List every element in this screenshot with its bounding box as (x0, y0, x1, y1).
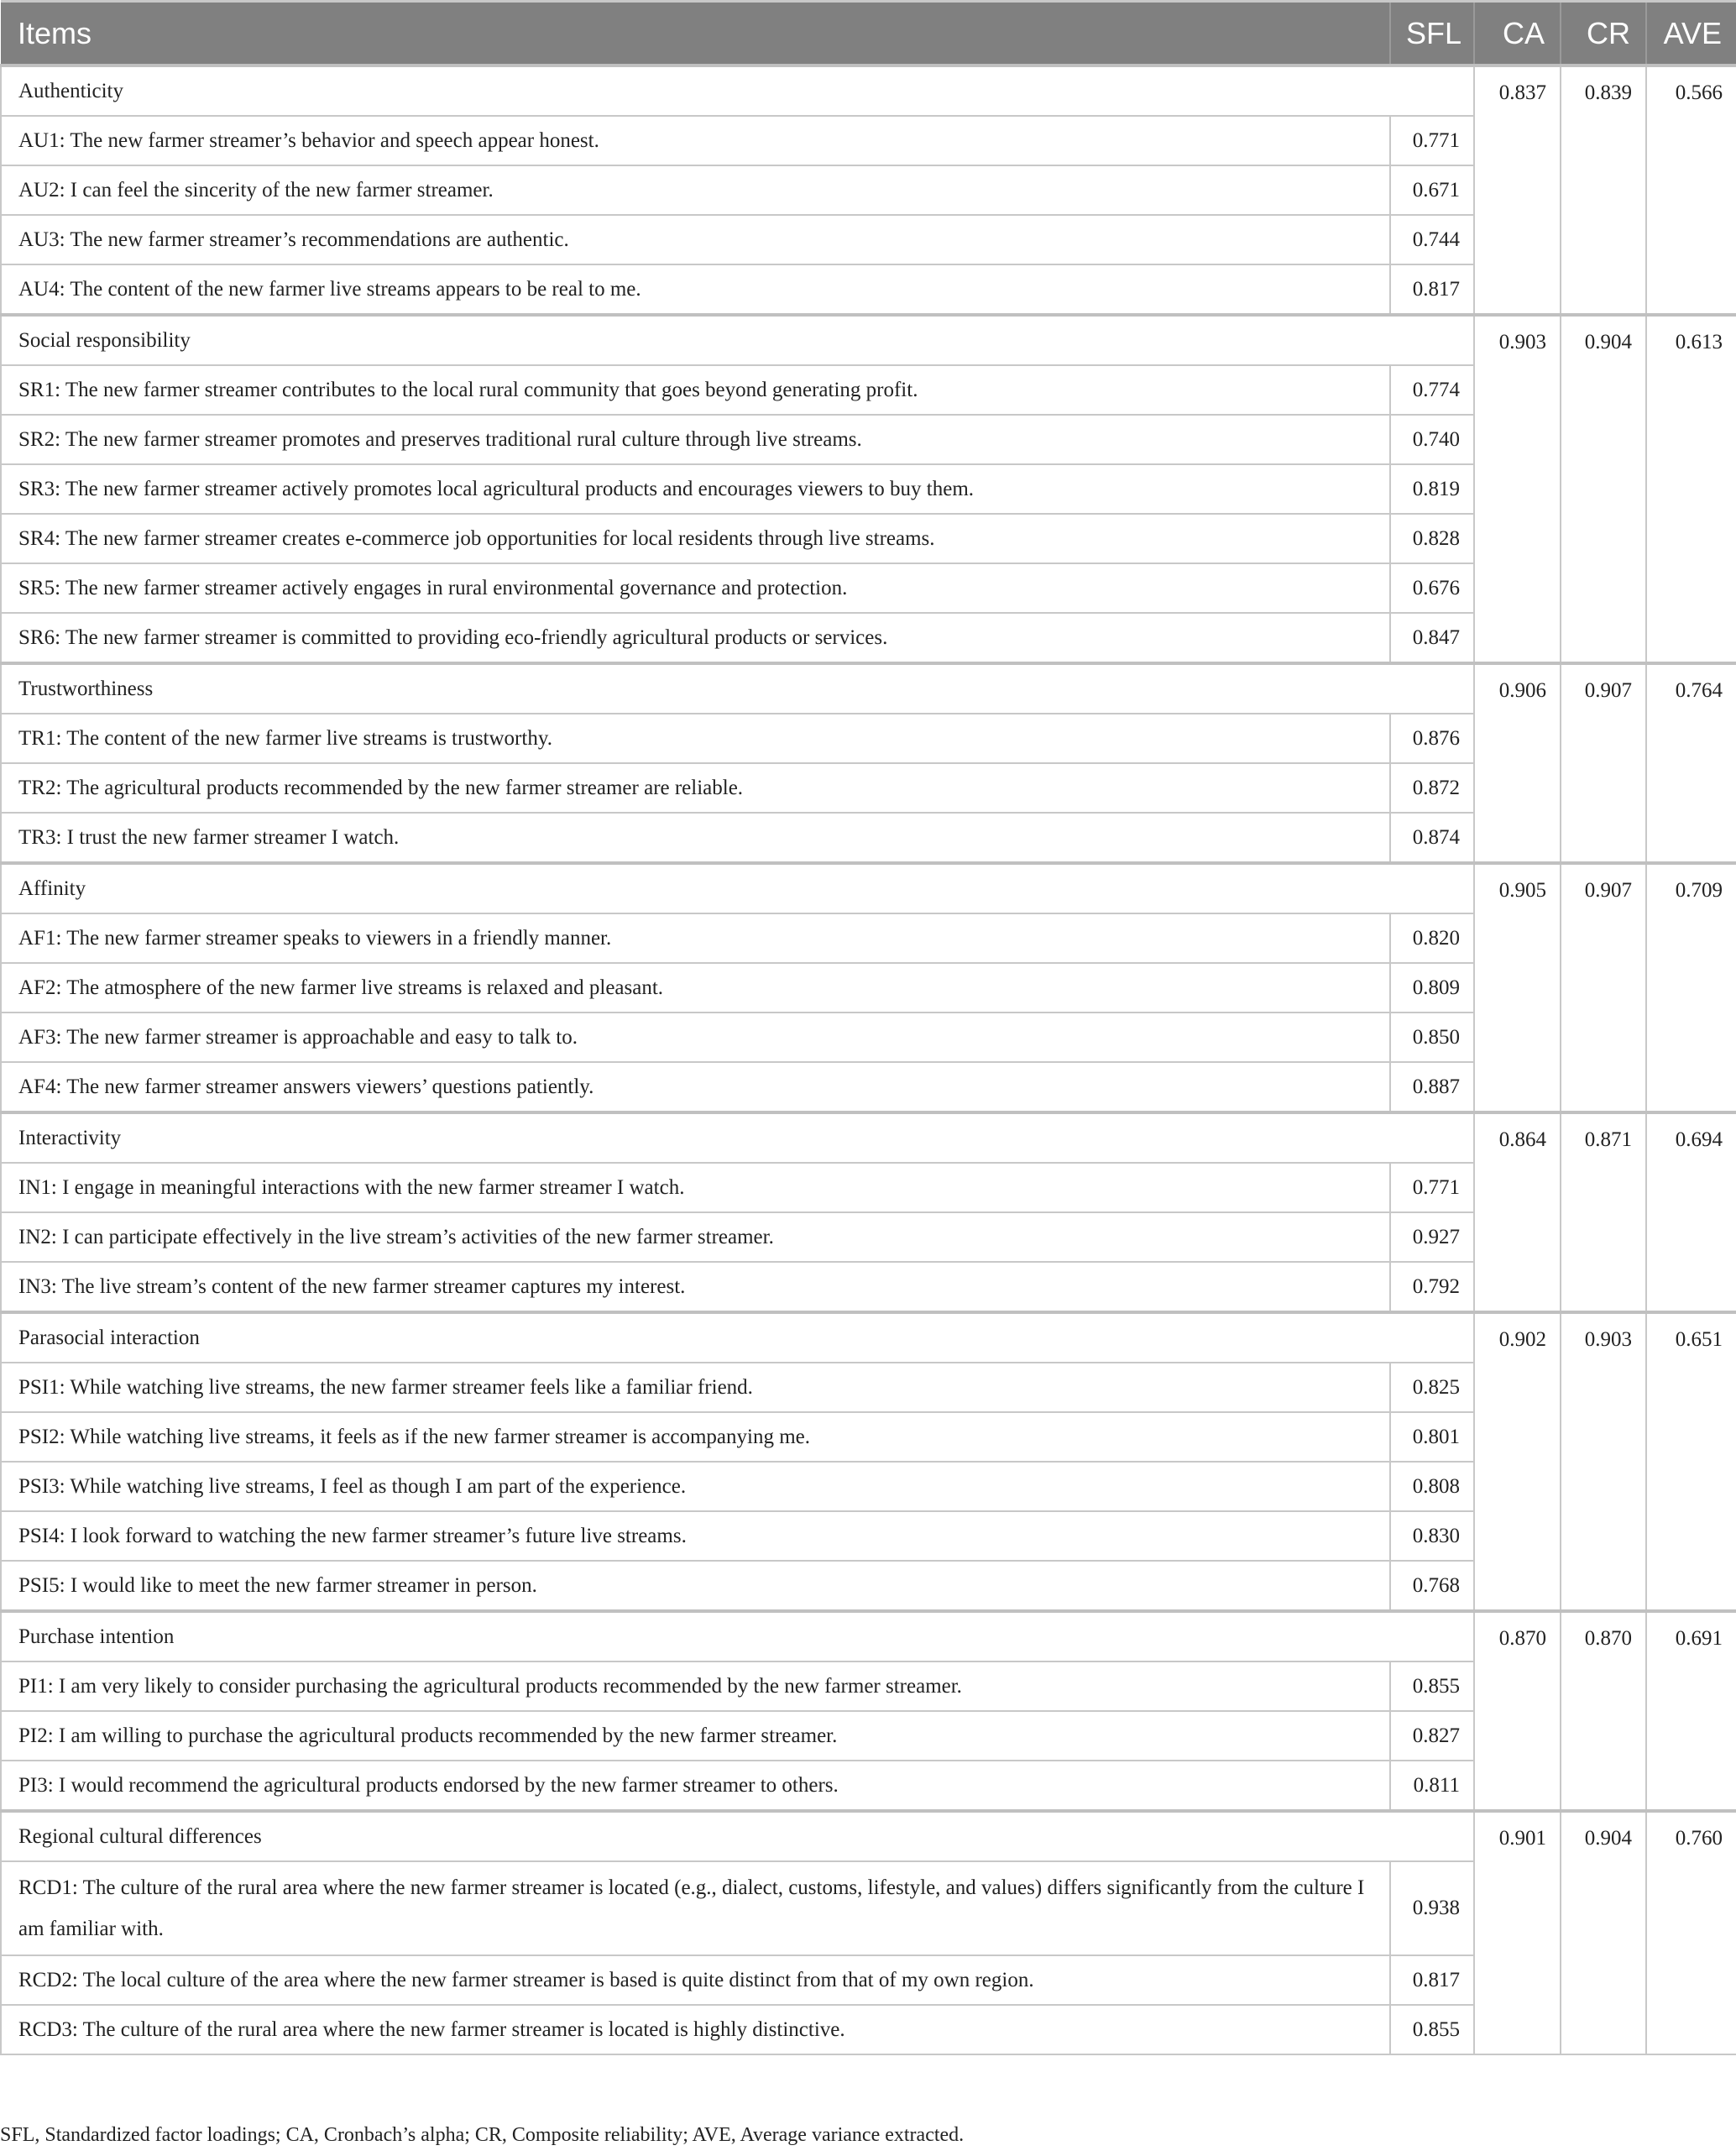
construct-cr: 0.904 (1561, 1811, 1646, 2054)
construct-ave: 0.651 (1646, 1312, 1736, 1611)
item-text: PSI2: While watching live streams, it feels as if the new farmer streamer is accompanying me. (1, 1412, 1390, 1462)
item-sfl: 0.817 (1390, 264, 1474, 315)
item-text: SR6: The new farmer streamer is committed to providing eco-friendly agricultural products or services. (1, 613, 1390, 663)
construct-cr: 0.871 (1561, 1112, 1646, 1312)
item-sfl: 0.938 (1390, 1861, 1474, 1955)
construct-cr: 0.904 (1561, 315, 1646, 663)
construct-ave: 0.613 (1646, 315, 1736, 663)
item-sfl: 0.927 (1390, 1212, 1474, 1262)
item-sfl: 0.808 (1390, 1462, 1474, 1511)
item-sfl: 0.887 (1390, 1062, 1474, 1112)
item-text: TR3: I trust the new farmer streamer I watch. (1, 813, 1390, 863)
construct-row (1, 1811, 1736, 1861)
construct-name: Interactivity (1, 1112, 1474, 1163)
construct-ave: 0.694 (1646, 1112, 1736, 1312)
construct-ave: 0.566 (1646, 65, 1736, 315)
header-ave: AVE (1646, 2, 1736, 66)
item-sfl: 0.827 (1390, 1711, 1474, 1761)
item-text: TR2: The agricultural products recommended by the new farmer streamer are reliable. (1, 763, 1390, 813)
construct-ca: 0.906 (1474, 663, 1561, 863)
construct-ca: 0.901 (1474, 1811, 1561, 2054)
construct-ca: 0.837 (1474, 65, 1561, 315)
construct-cr: 0.839 (1561, 65, 1646, 315)
table-footnote: SFL, Standardized factor loadings; CA, Cronbach’s alpha; CR, Composite reliability; AVE, Average variance extracted. (0, 2124, 965, 2146)
construct-row (1, 1112, 1736, 1163)
construct-row (1, 1611, 1736, 1661)
item-text: PI1: I am very likely to consider purchasing the agricultural products recommended by the new farmer streamer. (1, 1661, 1390, 1711)
construct-ca: 0.902 (1474, 1312, 1561, 1611)
header-cr: CR (1561, 2, 1646, 66)
item-text: SR4: The new farmer streamer creates e-commerce job opportunities for local residents through live streams. (1, 514, 1390, 563)
item-text: IN1: I engage in meaningful interactions with the new farmer streamer I watch. (1, 1163, 1390, 1212)
construct-row (1, 65, 1736, 116)
item-text: SR1: The new farmer streamer contributes to the local rural community that goes beyond generating profit. (1, 365, 1390, 415)
construct-row (1, 1312, 1736, 1363)
item-sfl: 0.811 (1390, 1761, 1474, 1811)
item-text: TR1: The content of the new farmer live streams is trustworthy. (1, 714, 1390, 763)
item-sfl: 0.771 (1390, 116, 1474, 165)
item-text: AU3: The new farmer streamer’s recommendations are authentic. (1, 215, 1390, 264)
item-sfl: 0.850 (1390, 1013, 1474, 1062)
construct-ave: 0.760 (1646, 1811, 1736, 2054)
item-text: PSI1: While watching live streams, the new farmer streamer feels like a familiar friend. (1, 1363, 1390, 1412)
construct-ca: 0.905 (1474, 863, 1561, 1112)
item-sfl: 0.825 (1390, 1363, 1474, 1412)
construct-ave: 0.709 (1646, 863, 1736, 1112)
construct-name: Authenticity (1, 65, 1474, 116)
construct-row (1, 663, 1736, 714)
construct-name: Purchase intention (1, 1611, 1474, 1661)
item-text: AF3: The new farmer streamer is approachable and easy to talk to. (1, 1013, 1390, 1062)
item-sfl: 0.876 (1390, 714, 1474, 763)
item-text: PI2: I am willing to purchase the agricultural products recommended by the new farmer streamer. (1, 1711, 1390, 1761)
item-text: RCD3: The culture of the rural area where the new farmer streamer is located is highly distinctive. (1, 2005, 1390, 2054)
item-text: RCD2: The local culture of the area where the new farmer streamer is based is quite distinct from that of my own region. (1, 1955, 1390, 2005)
construct-cr: 0.903 (1561, 1312, 1646, 1611)
construct-ave: 0.764 (1646, 663, 1736, 863)
construct-name: Affinity (1, 863, 1474, 913)
item-text: IN2: I can participate effectively in the live stream’s activities of the new farmer streamer. (1, 1212, 1390, 1262)
item-text: AF1: The new farmer streamer speaks to viewers in a friendly manner. (1, 913, 1390, 963)
item-sfl: 0.809 (1390, 963, 1474, 1013)
item-sfl: 0.817 (1390, 1955, 1474, 2005)
item-text: PSI5: I would like to meet the new farmer streamer in person. (1, 1561, 1390, 1611)
construct-name: Regional cultural differences (1, 1811, 1474, 1861)
item-text: AU4: The content of the new farmer live streams appears to be real to me. (1, 264, 1390, 315)
item-text: AU2: I can feel the sincerity of the new farmer streamer. (1, 165, 1390, 215)
item-sfl: 0.820 (1390, 913, 1474, 963)
item-text: AF2: The atmosphere of the new farmer live streams is relaxed and pleasant. (1, 963, 1390, 1013)
item-sfl: 0.771 (1390, 1163, 1474, 1212)
construct-ca: 0.864 (1474, 1112, 1561, 1312)
construct-ca: 0.903 (1474, 315, 1561, 663)
item-text: AF4: The new farmer streamer answers viewers’ questions patiently. (1, 1062, 1390, 1112)
construct-name: Parasocial interaction (1, 1312, 1474, 1363)
header-ca: CA (1474, 2, 1561, 66)
item-text: AU1: The new farmer streamer’s behavior and speech appear honest. (1, 116, 1390, 165)
item-text: SR2: The new farmer streamer promotes and preserves traditional rural culture through live streams. (1, 415, 1390, 464)
item-sfl: 0.830 (1390, 1511, 1474, 1561)
item-sfl: 0.855 (1390, 2005, 1474, 2054)
item-sfl: 0.855 (1390, 1661, 1474, 1711)
item-sfl: 0.744 (1390, 215, 1474, 264)
item-sfl: 0.774 (1390, 365, 1474, 415)
item-sfl: 0.768 (1390, 1561, 1474, 1611)
item-sfl: 0.828 (1390, 514, 1474, 563)
item-text: PSI4: I look forward to watching the new farmer streamer’s future live streams. (1, 1511, 1390, 1561)
header-items: Items (1, 2, 1390, 66)
item-sfl: 0.801 (1390, 1412, 1474, 1462)
header-sfl: SFL (1390, 2, 1474, 66)
table-header-row (1, 2, 1736, 66)
item-sfl: 0.676 (1390, 563, 1474, 613)
item-sfl: 0.847 (1390, 613, 1474, 663)
item-text: PI3: I would recommend the agricultural products endorsed by the new farmer streamer to others. (1, 1761, 1390, 1811)
construct-name: Social responsibility (1, 315, 1474, 365)
item-text: SR5: The new farmer streamer actively engages in rural environmental governance and protection. (1, 563, 1390, 613)
construct-name: Trustworthiness (1, 663, 1474, 714)
item-sfl: 0.874 (1390, 813, 1474, 863)
construct-row (1, 863, 1736, 913)
construct-row (1, 315, 1736, 365)
item-sfl: 0.671 (1390, 165, 1474, 215)
construct-cr: 0.870 (1561, 1611, 1646, 1811)
item-sfl: 0.819 (1390, 464, 1474, 514)
construct-cr: 0.907 (1561, 663, 1646, 863)
item-sfl: 0.872 (1390, 763, 1474, 813)
item-sfl: 0.792 (1390, 1262, 1474, 1312)
item-text: IN3: The live stream’s content of the new farmer streamer captures my interest. (1, 1262, 1390, 1312)
construct-ave: 0.691 (1646, 1611, 1736, 1811)
construct-ca: 0.870 (1474, 1611, 1561, 1811)
item-text: SR3: The new farmer streamer actively promotes local agricultural products and encourages viewers to buy them. (1, 464, 1390, 514)
item-text: PSI3: While watching live streams, I feel as though I am part of the experience. (1, 1462, 1390, 1511)
item-text: RCD1: The culture of the rural area where the new farmer streamer is located (e.g., dialect, customs, lifestyle, and values) differs significantly from the culture I am familiar with. (1, 1861, 1390, 1955)
item-sfl: 0.740 (1390, 415, 1474, 464)
construct-cr: 0.907 (1561, 863, 1646, 1112)
